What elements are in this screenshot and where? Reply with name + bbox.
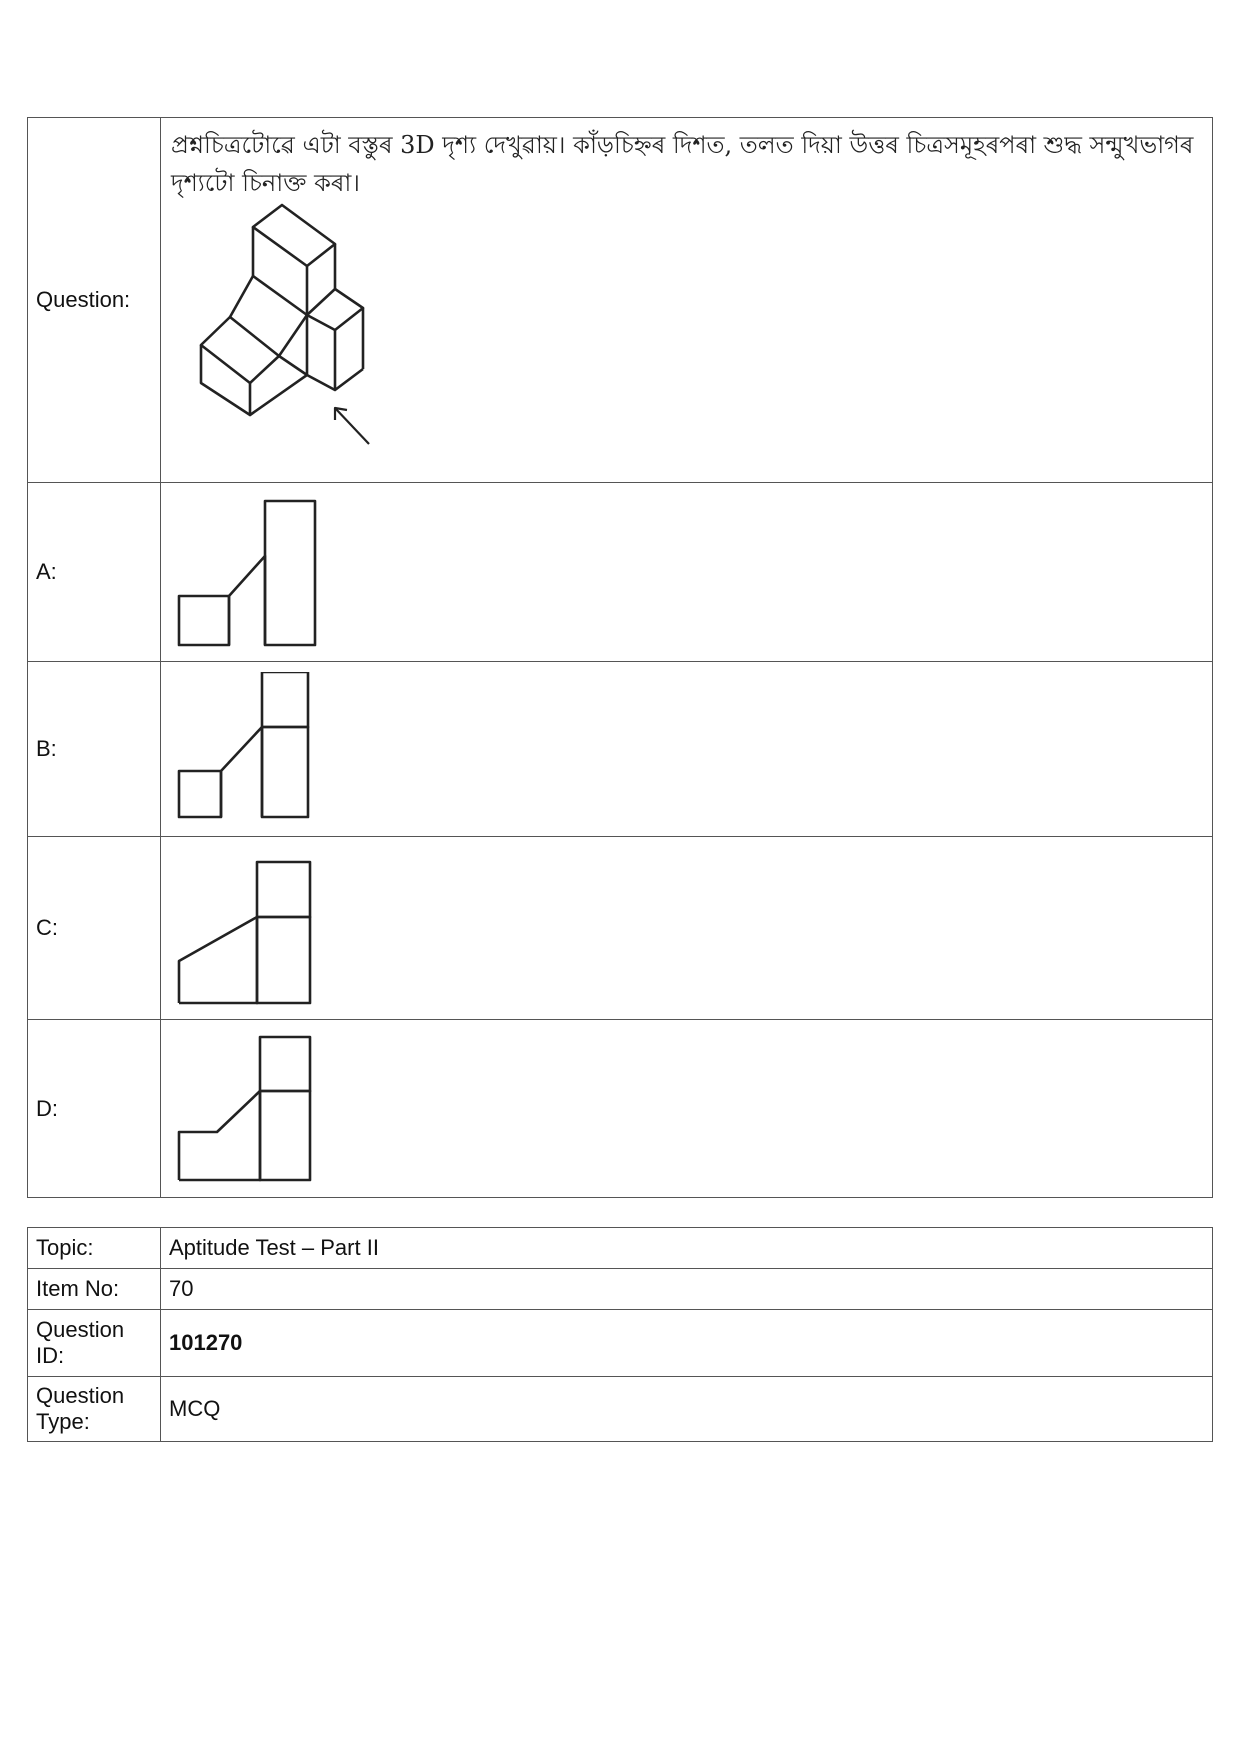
- option-row-c: [28, 837, 1213, 1020]
- question-id-label: Question ID:: [28, 1310, 161, 1377]
- edge-line: [201, 345, 250, 415]
- shape-line: [179, 771, 221, 817]
- question-figure-icon: [177, 202, 377, 450]
- option-b-cell: [161, 662, 1213, 837]
- question-cell: [161, 118, 1213, 483]
- question-id-value: 101270: [161, 1310, 1213, 1377]
- topic-value: Aptitude Test – Part II: [161, 1228, 1213, 1269]
- option-c-label: C:: [28, 837, 161, 1020]
- option-b-label: B:: [28, 662, 161, 837]
- item-no-label: Item No:: [28, 1269, 161, 1310]
- topic-label: Topic:: [28, 1228, 161, 1269]
- shape-line: [262, 727, 308, 817]
- top-block-face-icon: [253, 205, 335, 266]
- shape-line: [260, 1037, 310, 1091]
- shape-line: [265, 501, 315, 645]
- edge-line: [250, 375, 307, 415]
- right-block-top-icon: [307, 289, 363, 330]
- question-type-row: [28, 1377, 1213, 1442]
- option-d-cell: [161, 1020, 1213, 1198]
- shape-line: [260, 1091, 310, 1180]
- option-c-cell: [161, 837, 1213, 1020]
- item-no-row: [28, 1269, 1213, 1310]
- option-row-d: [28, 1020, 1213, 1198]
- question-table: [27, 117, 1213, 1198]
- option-d-label: D:: [28, 1020, 161, 1198]
- shape-line: [229, 556, 265, 645]
- edge-line: [279, 356, 307, 375]
- shape-line: [257, 862, 310, 917]
- question-text: প্ৰশ্নচিত্ৰটোৱে এটা বস্তুৰ 3D দৃশ্য দেখুৱায়। কাঁড়চিহ্নৰ দিশত, তলত দিয়া উত্তৰ চিত্ৰসমূহৰপৰা শুদ্ধ সন্মুখভাগৰ দৃশ্যটো চিনাক্ত কৰা।: [171, 131, 1194, 197]
- question-type-value: MCQ: [161, 1377, 1213, 1442]
- shape-line: [262, 672, 308, 727]
- shape-line: [179, 596, 229, 645]
- option-d-figure-icon: [169, 1031, 319, 1186]
- shape-line: [179, 917, 257, 1003]
- option-b-figure-icon: [169, 672, 319, 827]
- option-a-figure-icon: [169, 495, 319, 650]
- edge-line: [253, 276, 307, 315]
- shape-line: [221, 727, 262, 817]
- option-c-figure-icon: [169, 848, 319, 1008]
- question-id-row: [28, 1310, 1213, 1377]
- shape-line: [179, 1091, 260, 1180]
- left-block-top-icon: [201, 317, 279, 383]
- topic-row: [28, 1228, 1213, 1269]
- question-type-label: Question Type:: [28, 1377, 161, 1442]
- metadata-table: [27, 1227, 1213, 1442]
- question-label: Question:: [28, 118, 161, 483]
- shape-line: [257, 917, 310, 1003]
- option-row-a: [28, 483, 1213, 662]
- arrow-icon: [335, 408, 369, 444]
- option-a-cell: [161, 483, 1213, 662]
- question-row: [28, 118, 1213, 483]
- option-row-b: [28, 662, 1213, 837]
- item-no-value: 70: [161, 1269, 1213, 1310]
- option-a-label: A:: [28, 483, 161, 662]
